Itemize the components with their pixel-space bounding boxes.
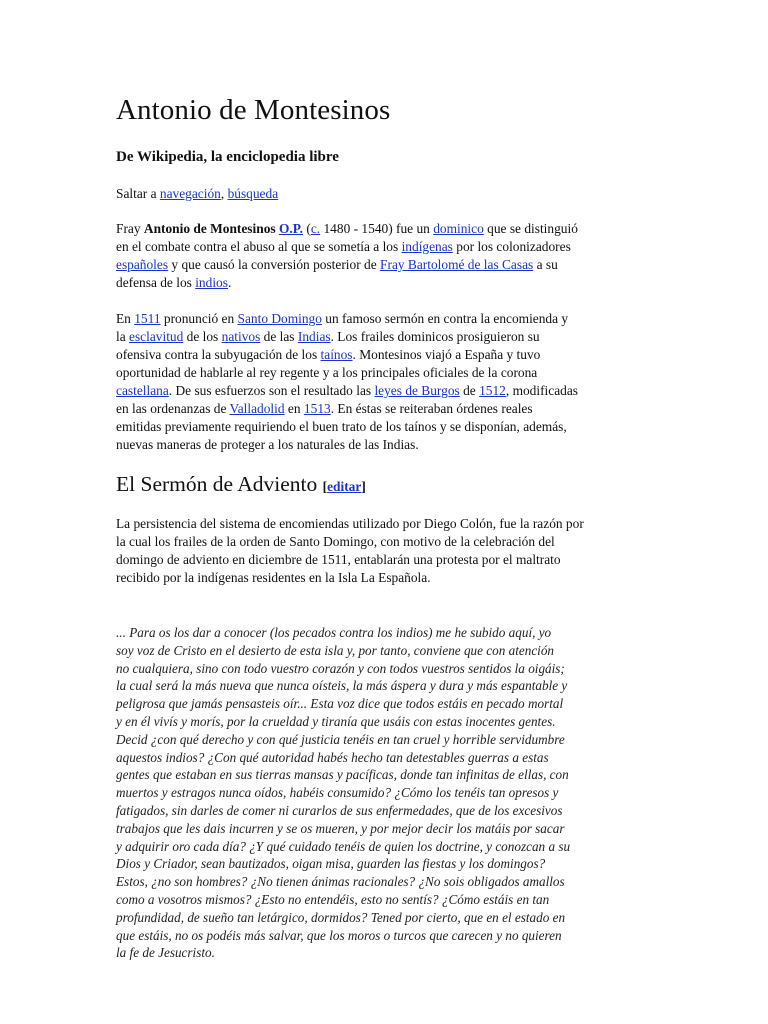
quote-line: aquestos indios? ¿Con qué autoridad habés hecho tan detestables guerras a estas (116, 749, 549, 765)
link-indios[interactable]: indios (195, 275, 228, 290)
paragraph-line: la cual los frailes de la orden de Santo Domingo, con motivo de la celebración del (116, 534, 555, 549)
link-bartolome[interactable]: Fray Bartolomé de las Casas (380, 257, 534, 272)
link-indias[interactable]: Indias (297, 329, 331, 344)
paragraph-line: domingo de adviento en diciembre de 1511, entablarán una protesta por el maltrato (116, 552, 561, 567)
quote-line: Dios y Criador, sean bautizados, oigan misa, guarden las fiestas y los domingos? (116, 856, 546, 872)
intro-paragraph: Fray Antonio de Montesinos O.P. (c. 1480 - 1540) fue un dominico que se distinguió en el combate contra el abuso al que se sometía a los indígenas por los colonizadores españoles y que causó la conversión posterior de Fray Bartolomé de las Casas a su defensa de los indios. (116, 221, 578, 290)
link-1513[interactable]: 1513 (303, 401, 331, 416)
paragraph-line: La persistencia del sistema de encomiendas utilizado por Diego Colón, fue la razón por (116, 516, 584, 531)
quote-line: como a vosotros mismos? ¿Esto no entendéis, esto no sentís? ¿Cómo estáis en tan (116, 891, 550, 907)
quote-line: ... Para os los dar a conocer (los pecados contra los indios) me he subido aquí, yo (116, 625, 552, 640)
link-indigenas[interactable]: indígenas (401, 239, 453, 254)
link-santo-domingo[interactable]: Santo Domingo (237, 311, 322, 326)
quote-line: gentes que estaban en sus tierras mansas y pacíficas, donde tan infinitas de ellas, con (116, 767, 569, 783)
jump-search-link[interactable]: búsqueda (227, 186, 279, 201)
link-1511[interactable]: 1511 (134, 311, 161, 326)
section-edit: [editar] (322, 479, 366, 494)
quote-line: no cualquiera, sino con todo vuestro corazón y con todos vuestros sentidos la oigáis; (116, 660, 565, 676)
link-op[interactable]: O.P. (278, 221, 304, 236)
paragraph-line: recibido por la indígenas residentes en la Isla La Española. (116, 570, 431, 585)
quote-line: Estos, ¿no son hombres? ¿No tienen ánimas racionales? ¿No sois obligados amallos (116, 874, 565, 890)
jump-navigation-link[interactable]: navegación (159, 186, 221, 201)
quote-line: que estáis, no os podéis más salvar, que los moros o turcos que carecen y no quieren (116, 927, 562, 943)
sermon-quote (116, 624, 656, 962)
quote-line: Decid ¿con qué derecho y con qué justicia tenéis en tan cruel y horrible servidumbre (116, 731, 565, 747)
quote-line: profundidad, de sueño tan letárgico, dormidos? Tened por cierto, que en el estado en (116, 909, 566, 925)
quote-line: trabajos que les dais incurren y se os mueren, y por mejor decir los matáis por sacar (116, 820, 565, 836)
quote-line: la fe de Jesucristo. (116, 945, 215, 961)
link-dominico[interactable]: dominico (433, 221, 484, 236)
quote-line: y adquirir oro cada día? ¿Y qué cuidado tenéis de quien los doctrine, y conozcan a su (116, 838, 571, 854)
quote-line: fatigados, sin darles de comer ni curarlos de sus enfermedades, que de los excesivos (116, 802, 563, 818)
site-subtitle: De Wikipedia, la enciclopedia libre (116, 149, 339, 165)
history-paragraph: En 1511 pronunció en Santo Domingo un famoso sermón en contra la encomienda y la esclavitud de los nativos de las Indias. Los frailes dominicos prosiguieron su ofensiva contra la subyugación de los taínos. Montesinos viajó a España y tuvo oportunidad de hablarle al rey regente y a los principales oficiales de la corona castellana. De sus esfuerzos son el resultado las leyes de Burgos de 1512, modificadas en las ordenanzas de Valladolid en 1513. En éstas se reiteraban órdenes reales emitidas previamente requiriendo el buen trato de los taínos y se disponían, además, nuevas maneras de proteger a los naturales de las Indias. (116, 311, 579, 452)
edit-section-link[interactable]: editar (327, 479, 362, 494)
quote-line: la cual será la más nueva que nunca oísteis, la más áspera y dura y más espantable y (116, 678, 568, 694)
link-leyes-de-burgos[interactable]: leyes de Burgos (374, 383, 460, 398)
link-esclavitud[interactable]: esclavitud (129, 329, 184, 344)
link-nativos[interactable]: nativos (221, 329, 261, 344)
link-valladolid[interactable]: Valladolid (229, 401, 285, 416)
article-subject: Antonio de Montesinos (143, 221, 276, 236)
link-tainos[interactable]: taínos (320, 347, 353, 362)
jump-links: Saltar a navegación, búsqueda (116, 186, 279, 201)
quote-line: peligrosa que jamás pensasteis oír... Esta voz dice que todos estáis en pecado mortal (116, 696, 564, 712)
quote-line: y en él vivís y morís, por la crueldad y tiranía que usáis con estas inocentes gentes. (116, 713, 556, 729)
link-espanoles[interactable]: españoles (116, 257, 169, 272)
link-1512[interactable]: 1512 (479, 383, 506, 398)
page-title: Antonio de Montesinos (116, 94, 391, 126)
link-castellana[interactable]: castellana (116, 383, 169, 398)
sermon-paragraph (116, 515, 656, 587)
section-heading: El Sermón de Adviento [editar] (116, 472, 366, 496)
link-circa[interactable]: c. (310, 221, 321, 236)
quote-line: soy voz de Cristo en el desierto de esta isla y, por tanto, conviene que con atención (116, 642, 555, 658)
quote-line: muertos y estragos nunca oídos, habéis consumido? ¿Cómo los tenéis tan opresos y (116, 785, 559, 801)
